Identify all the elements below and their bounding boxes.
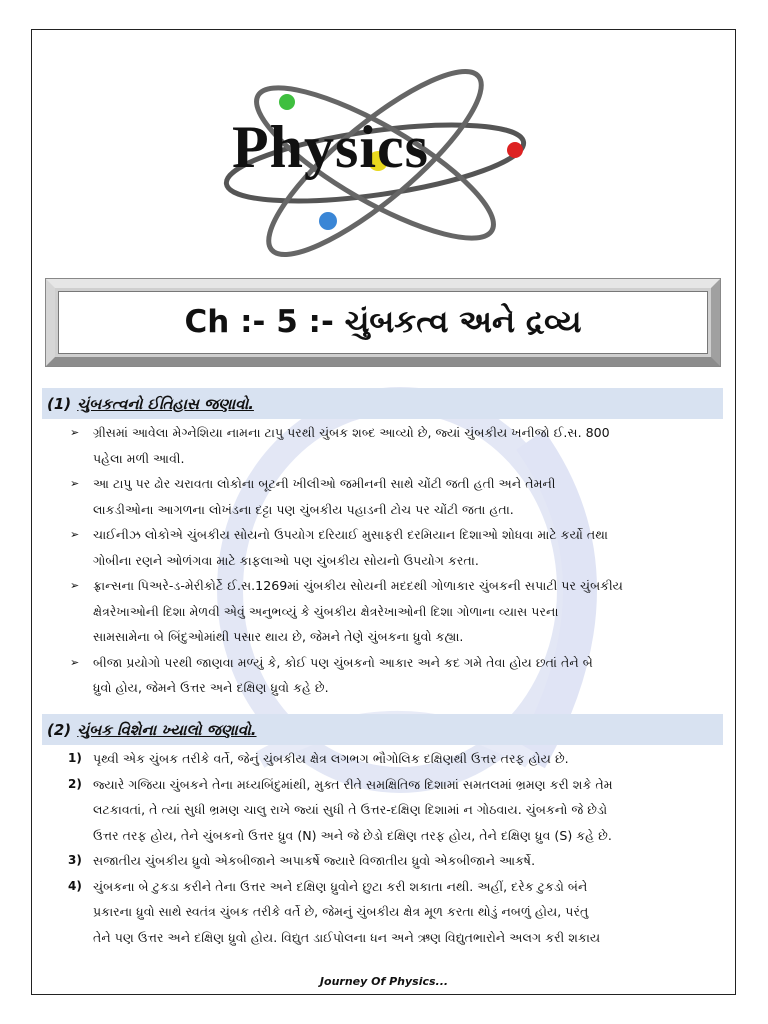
section-2-number: (2): [47, 720, 72, 739]
list-item-continued: ધ્રુવો હોય, જેમને ઉત્તર અને દક્ષિણ ધ્રુવો કહે છે.: [93, 680, 329, 695]
list-item-continued: ક્ષેત્રરેખાઓની દિશા મેળવી એવું અનુભવ્યું કે ચુંબકીય ક્ષેત્રરેખાઓની દિશા ગોળાના વ્યાસ પરના: [93, 603, 559, 619]
section-1-question: ચુંબકત્વનો ઈતિહાસ જણાવો.: [77, 394, 254, 413]
list-item-continued: પ્રકારના ધ્રુવો સાથે સ્વતંત્ર ચુંબક તરીકે વર્તે છે, જેમનું ચુંબકીય ક્ષેત્ર મૂળ કરતા થોડું નબળું હોય, પરંતુ: [93, 904, 589, 919]
list-item: ગ્રીસમાં આવેલા મેગ્નેશિયા નામના ટાપુ પરથી ચુંબક શબ્દ આવ્યો છે, જ્યાં ચુંબકીય ખનીજો ઈ.સ. 800: [93, 425, 610, 440]
chapter-title-box: [45, 278, 721, 367]
list-item: ચુંબકના બે ટુકડા કરીને તેના ઉત્તર અને દક્ષિણ ધ્રુવોને છુટા કરી શકાતા નથી. અહીં, દરેક ટુકડો બંને: [93, 878, 588, 894]
arrow-bullet-icon: ➢: [70, 655, 80, 669]
list-item: જ્યારે ગજિયા ચુંબકને તેના મધ્યબિંદુમાંથી, મુક્ત રીતે સમક્ષિતિજ દિશામાં સમતલમાં ભ્રમણ કરી શકે તેમ: [93, 776, 613, 792]
arrow-bullet-icon: ➢: [70, 426, 80, 439]
list-item-continued: ઉત્તર તરફ હોય, તેને ચુંબકનો ઉત્તર ધ્રુવ (N) અને જે છેડો દક્ષિણ તરફ હોય, તેને દક્ષિણ ધ્રુવ (S) કહે છે.: [93, 827, 612, 843]
list-item-continued: સામસામેના બે બિંદુઓમાંથી પસાર થાય છે, જેમને તેણે ચુંબકના ધ્રુવો કહ્યા.: [93, 629, 464, 644]
list-item-continued: લાકડીઓના આગળના લોખંડના દટ્ટા પણ ચુંબકીય પહાડની ટોચ પર ચોંટી જતા હતા.: [93, 501, 514, 517]
list-item-continued: તેને પણ ઉત્તર અને દક્ષિણ ધ્રુવો હોય. વિદ્યુત ડાઈપોલના ધન અને ઋણ વિદ્યુતભારોને અલગ કરી શકાય: [93, 929, 601, 945]
section-2-heading: [42, 714, 723, 745]
arrow-bullet-icon: ➢: [70, 477, 80, 490]
section-1-body: [68, 420, 728, 701]
chapter-title: Ch :- 5 :- ચુંબકત્વ અને દ્રવ્ય: [184, 304, 582, 340]
section-2-question: ચુંબક વિશેના ખ્યાલો જણાવો.: [77, 720, 257, 739]
list-item-continued: ગોબીના રણને ઓળંગવા માટે કાફલાઓ પણ ચુંબકીય સોયનો ઉપયોગ કરતા.: [93, 552, 479, 568]
list-item: આ ટાપુ પર ઢોર ચરાવતા લોકોના બૂટની ખીલીઓ જમીનની સાથે ચોંટી જતી હતી અને તેમની: [93, 476, 556, 491]
list-item: ફ્રાન્સના પિઅરે-ડ-મેરીકોર્ટે ઈ.સ.1269માં ચુંબકીય સોયની મદદથી ગોળાકાર ચુંબકની સપાટી પર ચુંબકીય: [93, 578, 623, 593]
section-1-number: (1): [47, 394, 72, 413]
item-number: 3): [68, 853, 82, 867]
item-number: 4): [68, 878, 82, 893]
item-number: 2): [68, 776, 82, 791]
footer-text: Journey Of Physics...: [319, 975, 449, 988]
list-item: પૃથ્વી એક ચુંબક તરીકે વર્તે, જેનું ચુંબકીય ક્ષેત્ર લગભગ ભૌગોલિક દક્ષિણથી ઉત્તર તરફ હોય છે.: [93, 751, 569, 766]
item-number: 1): [68, 751, 82, 765]
list-item: સજાતીય ચુંબકીય ધ્રુવો એકબીજાને અપાકર્ષે જ્યારે વિજાતીય ધ્રુવો એકબીજાને આકર્ષે.: [93, 853, 536, 868]
list-item: ચાઈનીઝ લોકોએ ચુંબકીય સોયનો ઉપયોગ દરિયાઈ મુસાફરી દરમિયાન દિશાઓ શોધવા માટે કર્યો તથા: [93, 527, 609, 542]
arrow-bullet-icon: ➢: [70, 579, 80, 592]
section-2-body: [68, 746, 728, 950]
section-1-heading: [42, 388, 723, 419]
list-item-continued: પહેલા મળી આવી.: [93, 450, 185, 466]
list-item-continued: લટકાવતાં, તે ત્યાં સુધી ભ્રમણ ચાલુ રાખે જ્યાં સુધી તે ઉત્તર-દક્ષિણ દિશામાં ન ગોઠવાય. ચુંબકનો જે છેડો: [93, 802, 608, 817]
arrow-bullet-icon: ➢: [70, 528, 80, 541]
logo-text: Physics: [232, 114, 430, 180]
list-item: બીજા પ્રયોગો પરથી જાણવા મળ્યું કે, કોઈ પણ ચુંબકનો આકાર અને કદ ગમે તેવા હોય છતાં તેને બે: [93, 654, 593, 670]
